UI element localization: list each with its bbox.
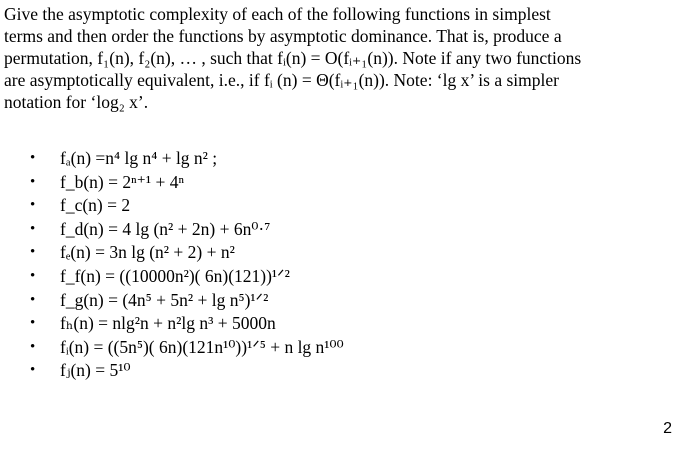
function-c: f_c(n) = 2 — [60, 195, 131, 216]
bullet-icon: • — [30, 173, 36, 190]
bullet-icon: • — [30, 338, 36, 355]
bullet-icon: • — [30, 220, 36, 237]
function-i: fᵢ(n) = ((5n⁵)( 6n)(121n¹⁰))¹ᐟ⁵ + n lg n¹⁰⁰ — [60, 336, 344, 357]
function-e: fₑ(n) = 3n lg (n² + 2) + n² — [60, 242, 235, 263]
bullet-icon: • — [30, 150, 36, 166]
bullet-icon: • — [30, 315, 36, 332]
function-j: fⱼ(n) = 5¹⁰ — [60, 360, 131, 381]
statement-line-1: Give the asymptotic complexity of each of the following functions in simplest — [4, 4, 551, 24]
statement-line-4: are asymptotically equivalent, i.e., if fᵢ (n) = Θ(fᵢ₊₁(n)). Note: ‘lg x’ is a simpler — [4, 70, 559, 90]
statement-line-5: notation for ‘log₂ x’. — [4, 92, 149, 112]
statement-line-2: terms and then order the functions by asymptotic dominance. That is, produce a — [4, 26, 562, 46]
page-number: 2 — [663, 420, 672, 437]
function-f: f_f(n) = ((10000n²)( 6n)(121))¹ᐟ² — [60, 265, 290, 286]
function-a: fₐ(n) =n⁴ lg n⁴ + lg n² ; — [60, 148, 218, 168]
function-d: f_d(n) = 4 lg (n² + 2n) + 6n⁰·⁷ — [60, 218, 271, 239]
function-h: fₕ(n) = nlg²n + n²lg n³ + 5000n — [60, 313, 276, 334]
function-b: f_b(n) = 2ⁿ⁺¹ + 4ⁿ — [60, 171, 184, 192]
bullet-icon: • — [30, 197, 36, 214]
bullet-icon: • — [30, 267, 36, 284]
bullet-icon: • — [30, 362, 36, 379]
problem-statement — [4, 3, 674, 113]
bullet-icon: • — [30, 244, 36, 261]
function-g: f_g(n) = (4n⁵ + 5n² + lg n⁵)¹ᐟ² — [60, 289, 269, 310]
statement-line-3: permutation, f₁(n), f₂(n), … , such that fᵢ(n) = O(fᵢ₊₁(n)). Note if any two functions — [4, 48, 582, 68]
bullet-icon: • — [30, 291, 36, 308]
